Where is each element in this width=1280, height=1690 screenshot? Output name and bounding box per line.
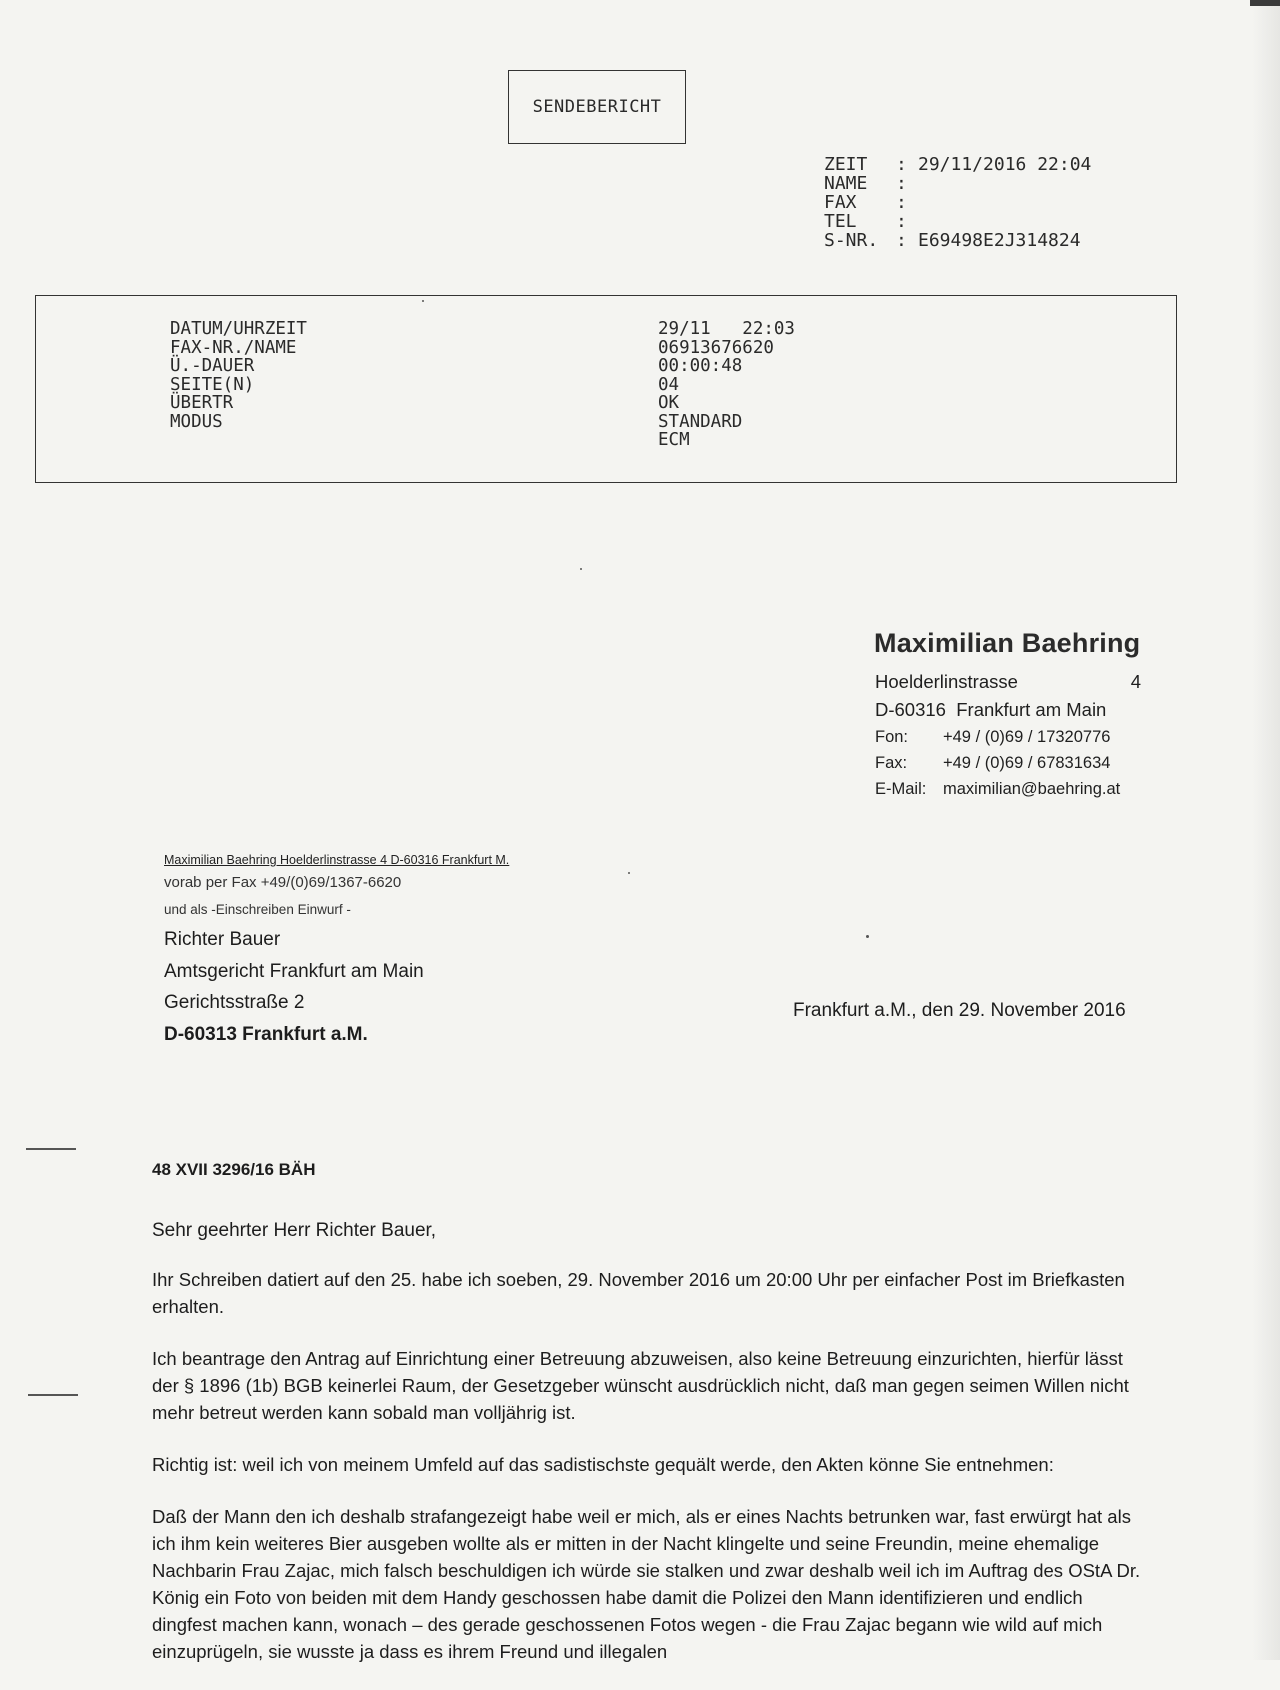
sender-email-line — [875, 776, 1147, 802]
fax-report-details-box — [35, 295, 1177, 483]
recipient-address — [164, 924, 424, 1050]
fax-detail-value: ECM — [658, 430, 690, 450]
body-paragraph: Richtig ist: weil ich von meinem Umfeld auf das sadistischste gequält werde, den Akten könne Sie entnehmen: — [152, 1454, 1054, 1475]
delivery-note-fax: vorab per Fax +49/(0)69/1367-6620 — [164, 874, 402, 891]
phone-number: +49 / (0)69 / 17320776 — [943, 727, 1111, 746]
case-reference: 48 XVII 3296/16 BÄH — [152, 1160, 316, 1179]
recipient-city: D-60313 Frankfurt a.M. — [164, 1023, 368, 1045]
sender-phone-line — [875, 724, 1147, 750]
scan-edge-mark — [1250, 0, 1280, 6]
sender-city-line — [875, 696, 1147, 724]
fax-detail-value: 29/11 22:03 — [658, 319, 795, 339]
return-address-line: Maximilian Baehring Hoelderlinstrasse 4 D-60316 Frankfurt M. — [164, 853, 510, 867]
email-address: maximilian@baehring.at — [943, 779, 1121, 798]
punch-mark — [28, 1394, 78, 1396]
email-label: E-Mail: — [875, 779, 927, 798]
fax-detail-label: MODUS — [170, 411, 223, 432]
fax-meta-row: S-NR. : E69498E2J314824 — [824, 230, 1081, 251]
fax-detail-value: OK — [658, 393, 680, 413]
fax-detail-value: STANDARD — [658, 411, 743, 432]
fax-detail-value: 06913676620 — [658, 337, 774, 358]
fax-detail-label: DATUM/UHRZEIT — [170, 319, 307, 339]
scan-speck — [580, 568, 582, 570]
phone-label: Fon: — [875, 727, 909, 746]
sender-name: Maximilian Baehring — [874, 628, 1141, 658]
body-paragraph: Daß der Mann den ich deshalb strafangezeigt habe weil er mich, als er eines Nachts betrunken war, fast erwürgt hat als ich ihm kein weiteres Bier ausgeben wollte als er mitten in der Nacht klingelte und seine Freundin, meine ehemalige Nachbarin Frau Zajac, mich falsch beschuldigen ich würde sie stalken und zwar deshalb weil ich im Auftrag des OStA Dr. König ein Foto von beiden mit dem Handy geschossen habe damit die Polizei den Mann identifizieren und endlich dingfest machen kann, wonach – des gerade geschossenen Fotos wegen - die Frau Zajac begann wie wild auf mich einzuprügeln, sie wusste ja dass es ihrem Freund und illegalen — [152, 1506, 1141, 1662]
sender-address-block — [875, 668, 1147, 802]
fax-meta-row: NAME : — [824, 173, 907, 194]
fax-report-labels — [170, 320, 307, 431]
scan-speck — [866, 935, 869, 938]
fax-detail-label: FAX-NR./NAME — [170, 337, 297, 358]
sender-fax-line — [875, 750, 1147, 776]
fax-meta-row: FAX : — [824, 192, 907, 213]
body-paragraph: Ihr Schreiben datiert auf den 25. habe ich soeben, 29. November 2016 um 20:00 Uhr per einfacher Post im Briefkasten erhalten. — [152, 1269, 1125, 1317]
letter-date: Frankfurt a.M., den 29. November 2016 — [793, 1000, 1126, 1021]
fax-detail-label: Ü.-DAUER — [170, 356, 255, 376]
sender-street-line — [875, 668, 1147, 696]
fax-detail-label: SEITE(N) — [170, 374, 255, 395]
fax-number: +49 / (0)69 / 67831634 — [943, 753, 1111, 772]
sender-house-number: 4 — [1130, 671, 1141, 692]
fax-label: Fax: — [875, 753, 908, 772]
body-paragraph: Ich beantrage den Antrag auf Einrichtung einer Betreuung abzuweisen, also keine Betreuung einzurichten, hierfür lässt der § 1896 (1b) BGB keinerlei Raum, der Gesetzgeber wünscht ausdrücklich nicht, daß man gegen seimen Willen nicht mehr betreut werden kann sobald man volljährig ist. — [152, 1348, 1129, 1423]
recipient-line: Gerichtsstraße 2 — [164, 992, 305, 1013]
fax-report-values — [658, 320, 795, 450]
delivery-note-mail: und als -Einschreiben Einwurf - — [164, 902, 351, 917]
recipient-line: Richter Bauer — [164, 929, 281, 950]
salutation: Sehr geehrter Herr Richter Bauer, — [152, 1220, 437, 1241]
sender-street: Hoelderlinstrasse — [875, 671, 1018, 692]
fold-mark — [26, 1148, 76, 1150]
fax-report-title — [508, 70, 686, 144]
recipient-line: Amtsgericht Frankfurt am Main — [164, 960, 424, 982]
fax-detail-label: ÜBERTR — [170, 393, 234, 413]
fax-detail-value: 04 — [658, 374, 680, 395]
fax-report-title-text: SENDEBERICHT — [532, 97, 662, 117]
letter-body — [152, 1266, 1152, 1690]
fax-meta-row: ZEIT : 29/11/2016 22:04 — [824, 154, 1092, 175]
scan-speck — [628, 872, 630, 874]
fax-meta-row: TEL : — [824, 211, 907, 232]
sender-city: D-60316 Frankfurt am Main — [875, 699, 1107, 720]
fax-report-meta — [824, 155, 1091, 250]
fax-detail-value: 00:00:48 — [658, 356, 743, 376]
scan-speck — [422, 300, 424, 302]
scan-edge-shadow — [1252, 0, 1280, 1660]
